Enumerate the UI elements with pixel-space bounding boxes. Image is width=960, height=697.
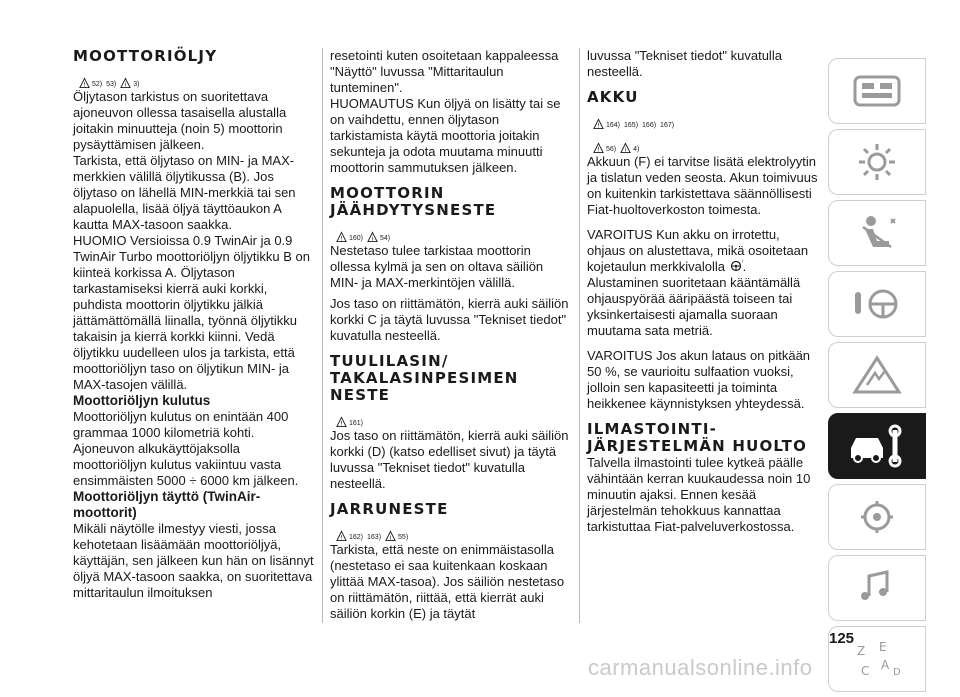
- svg-text:!: !: [741, 259, 744, 265]
- chapter-tabs: [828, 58, 928, 697]
- paragraph: HUOMAUTUS Kun öljyä on lisätty tai se on vaihdettu, ennen öljytason tarkistamista käytä moottoria joitakin sekunteja ja odota muutama minuutti moottorin sammutuksen jälkeen.: [330, 96, 561, 175]
- svg-text:i: i: [389, 533, 392, 542]
- paragraph: Tarkista, että öljytaso on MIN- ja MAX-merkkien välillä öljytikussa (B). Jos öljytaso on lähellä MIN-merkkiä tai sen alapuolella, lisää öljyä täyttöaukon A kautta MAX-tasoon saakka.: [73, 153, 296, 232]
- paragraph: VAROITUS Jos akun lataus on pitkään 50 %, se vaurioitu sulfaation vuoksi, jolloin sen kapasiteetti ja toiminta heikkenee käynnistyksen yhteydessä.: [587, 348, 811, 411]
- subheading-oil-topup: Moottoriöljyn täyttö (TwinAir-moottorit): [73, 489, 261, 520]
- paragraph: Öljytason tarkistus on suoritettava ajoneuvon ollessa tasaisella alustalla joitakin minuutteja (noin 5) moottorin pysäyttämisen jälkeen.: [73, 89, 287, 152]
- svg-text:!: !: [597, 121, 600, 130]
- svg-text:C: C: [861, 664, 870, 678]
- svg-text:i: i: [371, 234, 374, 243]
- info-triangle-icon: [367, 231, 378, 243]
- warning-refs: [330, 219, 572, 243]
- svg-text:i: i: [624, 145, 627, 154]
- svg-text:i: i: [124, 80, 127, 89]
- column-divider: [579, 48, 580, 623]
- paragraph: Nestetaso tulee tarkistaa moottorin ollessa kylmä ja sen on oltava säiliön MIN- ja MAX-merkintöjen välillä.: [330, 243, 544, 290]
- warning-ref: 163): [367, 534, 382, 541]
- steering-warning-light-icon: [729, 260, 743, 272]
- info-triangle-icon: [620, 142, 631, 154]
- svg-text:Z: Z: [857, 644, 866, 658]
- svg-text:E: E: [879, 640, 887, 654]
- warning-triangle-icon: [336, 530, 347, 542]
- paragraph: luvussa "Tekniset tiedot" kuvatulla nesteellä.: [587, 48, 782, 79]
- warning-ref: 167): [660, 122, 675, 129]
- warning-triangle-icon: [79, 77, 90, 89]
- paragraph: Alustaminen suoritetaan kääntämällä ohjauspyörää ääripäästä toiseen tai yksinkertaisesti ajamalla suoraan muutama sata metriä.: [587, 275, 801, 338]
- section-heading-coolant: MOOTTORIN JÄÄHDYTYSNESTE: [330, 184, 497, 219]
- info-ref: i 3): [120, 77, 139, 89]
- info-triangle-icon: [385, 530, 396, 542]
- warning-ref: ! 56): [593, 142, 616, 154]
- warning-triangle-icon: [593, 118, 604, 130]
- svg-text:!: !: [597, 145, 600, 154]
- paragraph: Moottoriöljyn kulutus on enintään 400 grammaa 1000 kilometriä kohti. Ajoneuvon alkukäyttöjaksolla moottoriöljyn kulutus vakiintuu vasta ensimmäisten 5000 ÷ 6000 km jälkeen.: [73, 409, 299, 488]
- tab-safety[interactable]: [828, 200, 926, 266]
- warning-ref: ! 160): [336, 231, 363, 243]
- technical-data-icon: [847, 495, 907, 539]
- paragraph: Jos taso on riittämätön, kierrä auki säiliön korkki (D) (katso edelliset sivut) ja täytä luvussa "Tekniset tiedot" kuvatulla nesteellä.: [330, 428, 569, 491]
- svg-text:!: !: [340, 533, 343, 542]
- column-divider: [322, 48, 323, 623]
- warning-refs: [587, 130, 819, 154]
- info-ref: i 4): [620, 142, 639, 154]
- tab-technical-data[interactable]: [828, 484, 926, 550]
- paragraph: Talvella ilmastointi tulee kytkeä päälle vähintään kerran kuukaudessa noin 10 minuutin ajaksi. Ennen kesää järjestelmän tehokkuus kannattaa tarkistuttaa Fiat-palveluverkostossa.: [587, 455, 811, 534]
- svg-text:!: !: [83, 80, 86, 89]
- car-service-wrench-icon: [847, 424, 907, 468]
- paragraph: [587, 227, 819, 275]
- paragraph: Jos taso on riittämätön, kierrä auki säiliön korkki C ja täytä luvussa "Tekniset tiedot" kuvatulla nesteellä.: [330, 296, 569, 343]
- warning-refs: [330, 518, 572, 542]
- section-heading-washer-fluid: TUULILASIN/ TAKALASINPESIMEN NESTE: [330, 352, 519, 404]
- paragraph: Mikäli näytölle ilmestyy viesti, jossa kehotetaan lisäämään moottoriöljyä, käyttäjän, sen jälkeen kun hän on lisännyt öljyä MAX-tasoon saakka, on suoritettava mittaritaulun ilmoituksen: [73, 521, 314, 600]
- index-letters-icon: [847, 637, 907, 681]
- warning-ref: 53): [106, 81, 117, 88]
- page-number: 125: [829, 630, 855, 647]
- warning-refs: [587, 106, 819, 130]
- paragraph: HUOMIO Versioissa 0.9 TwinAir ja 0.9 TwinAir Turbo moottoriöljyn öljytikku B on kiinteä korkissa A. Öljytason tarkastamiseksi kierrä auki korkki, puhdista moottorin öljytikku jälkiä jättämättömällä liinalla, työnnä öljytikku takaisin ja kierrä korkki kiinni. Vedä öljytikku uudelleen ulos ja tarkista, että moottoriöljyn taso on öljytikun MIN- ja MAX-tasojen välillä.: [73, 233, 310, 392]
- column-2: [330, 48, 572, 622]
- paragraph: Akkuun (F) ei tarvitse lisätä elektrolyytin ja tislatun veden seosta. Akun toimivuus on kuitenkin tarkistettava säännöllisesti Fiat-huoltoverkoston toimesta.: [587, 154, 818, 217]
- warning-lights-icon: [847, 140, 907, 184]
- paragraph: Tarkista, että neste on enimmäistasolla (nestetaso ei saa kuitenkaan koskaan ylittää MAX-tasoa). Jos säiliön nestetaso on riittämätön, riittää, että kierrät auki säiliön korkin (E) ja täytät: [330, 542, 565, 621]
- svg-text:!: !: [340, 234, 343, 243]
- paragraph-text: .: [742, 259, 747, 274]
- tab-servicing[interactable]: [828, 413, 926, 479]
- tab-emergency[interactable]: [828, 342, 926, 408]
- info-triangle-icon: [120, 77, 131, 89]
- watermark: carmanualsonline.info: [588, 655, 813, 680]
- hazard-triangle-icon: [847, 353, 907, 397]
- column-1: [73, 48, 315, 601]
- info-ref: i 54): [367, 231, 390, 243]
- warning-ref: ! 164): [593, 118, 620, 130]
- seat-safety-icon: [847, 211, 907, 255]
- warning-refs: [330, 404, 572, 428]
- warning-ref: 166): [642, 122, 657, 129]
- warning-ref: ! 162): [336, 530, 363, 542]
- tab-warning-lights[interactable]: [828, 129, 926, 195]
- warning-ref: 165): [624, 122, 639, 129]
- svg-text:D: D: [893, 667, 901, 678]
- tab-dashboard[interactable]: [828, 58, 926, 124]
- warning-triangle-icon: [336, 416, 347, 428]
- warning-triangle-icon: [593, 142, 604, 154]
- steering-key-icon: [847, 282, 907, 326]
- section-heading-climate: ILMASTOINTI-JÄRJESTELMÄN HUOLTO: [587, 420, 808, 455]
- warning-triangle-icon: [336, 231, 347, 243]
- info-ref: i 55): [385, 530, 408, 542]
- svg-text:A: A: [881, 658, 890, 672]
- warning-refs: [73, 65, 315, 89]
- column-3: [587, 48, 819, 535]
- warning-ref: ! 161): [336, 416, 363, 428]
- car-dashboard-icon: [847, 69, 907, 113]
- section-heading-brake-fluid: JARRUNESTE: [330, 500, 449, 518]
- section-heading-engine-oil: MOOTTORIÖLJY: [73, 47, 218, 65]
- multimedia-icon: [847, 566, 907, 610]
- warning-ref: ! 52): [79, 77, 102, 89]
- paragraph: resetointi kuten osoitetaan kappaleessa "Näyttö" luvussa "Mittaritaulun tunteminen".: [330, 48, 559, 95]
- paragraph-text: VAROITUS Kun akku on irrotettu, ohjaus on alustettava, mikä osoitetaan kojetaulun merkkivalolla: [587, 227, 809, 274]
- subheading-oil-consumption: Moottoriöljyn kulutus: [73, 393, 211, 408]
- tab-multimedia[interactable]: [828, 555, 926, 621]
- svg-text:!: !: [340, 419, 343, 428]
- tab-starting-driving[interactable]: [828, 271, 926, 337]
- section-heading-battery: AKKU: [587, 88, 639, 106]
